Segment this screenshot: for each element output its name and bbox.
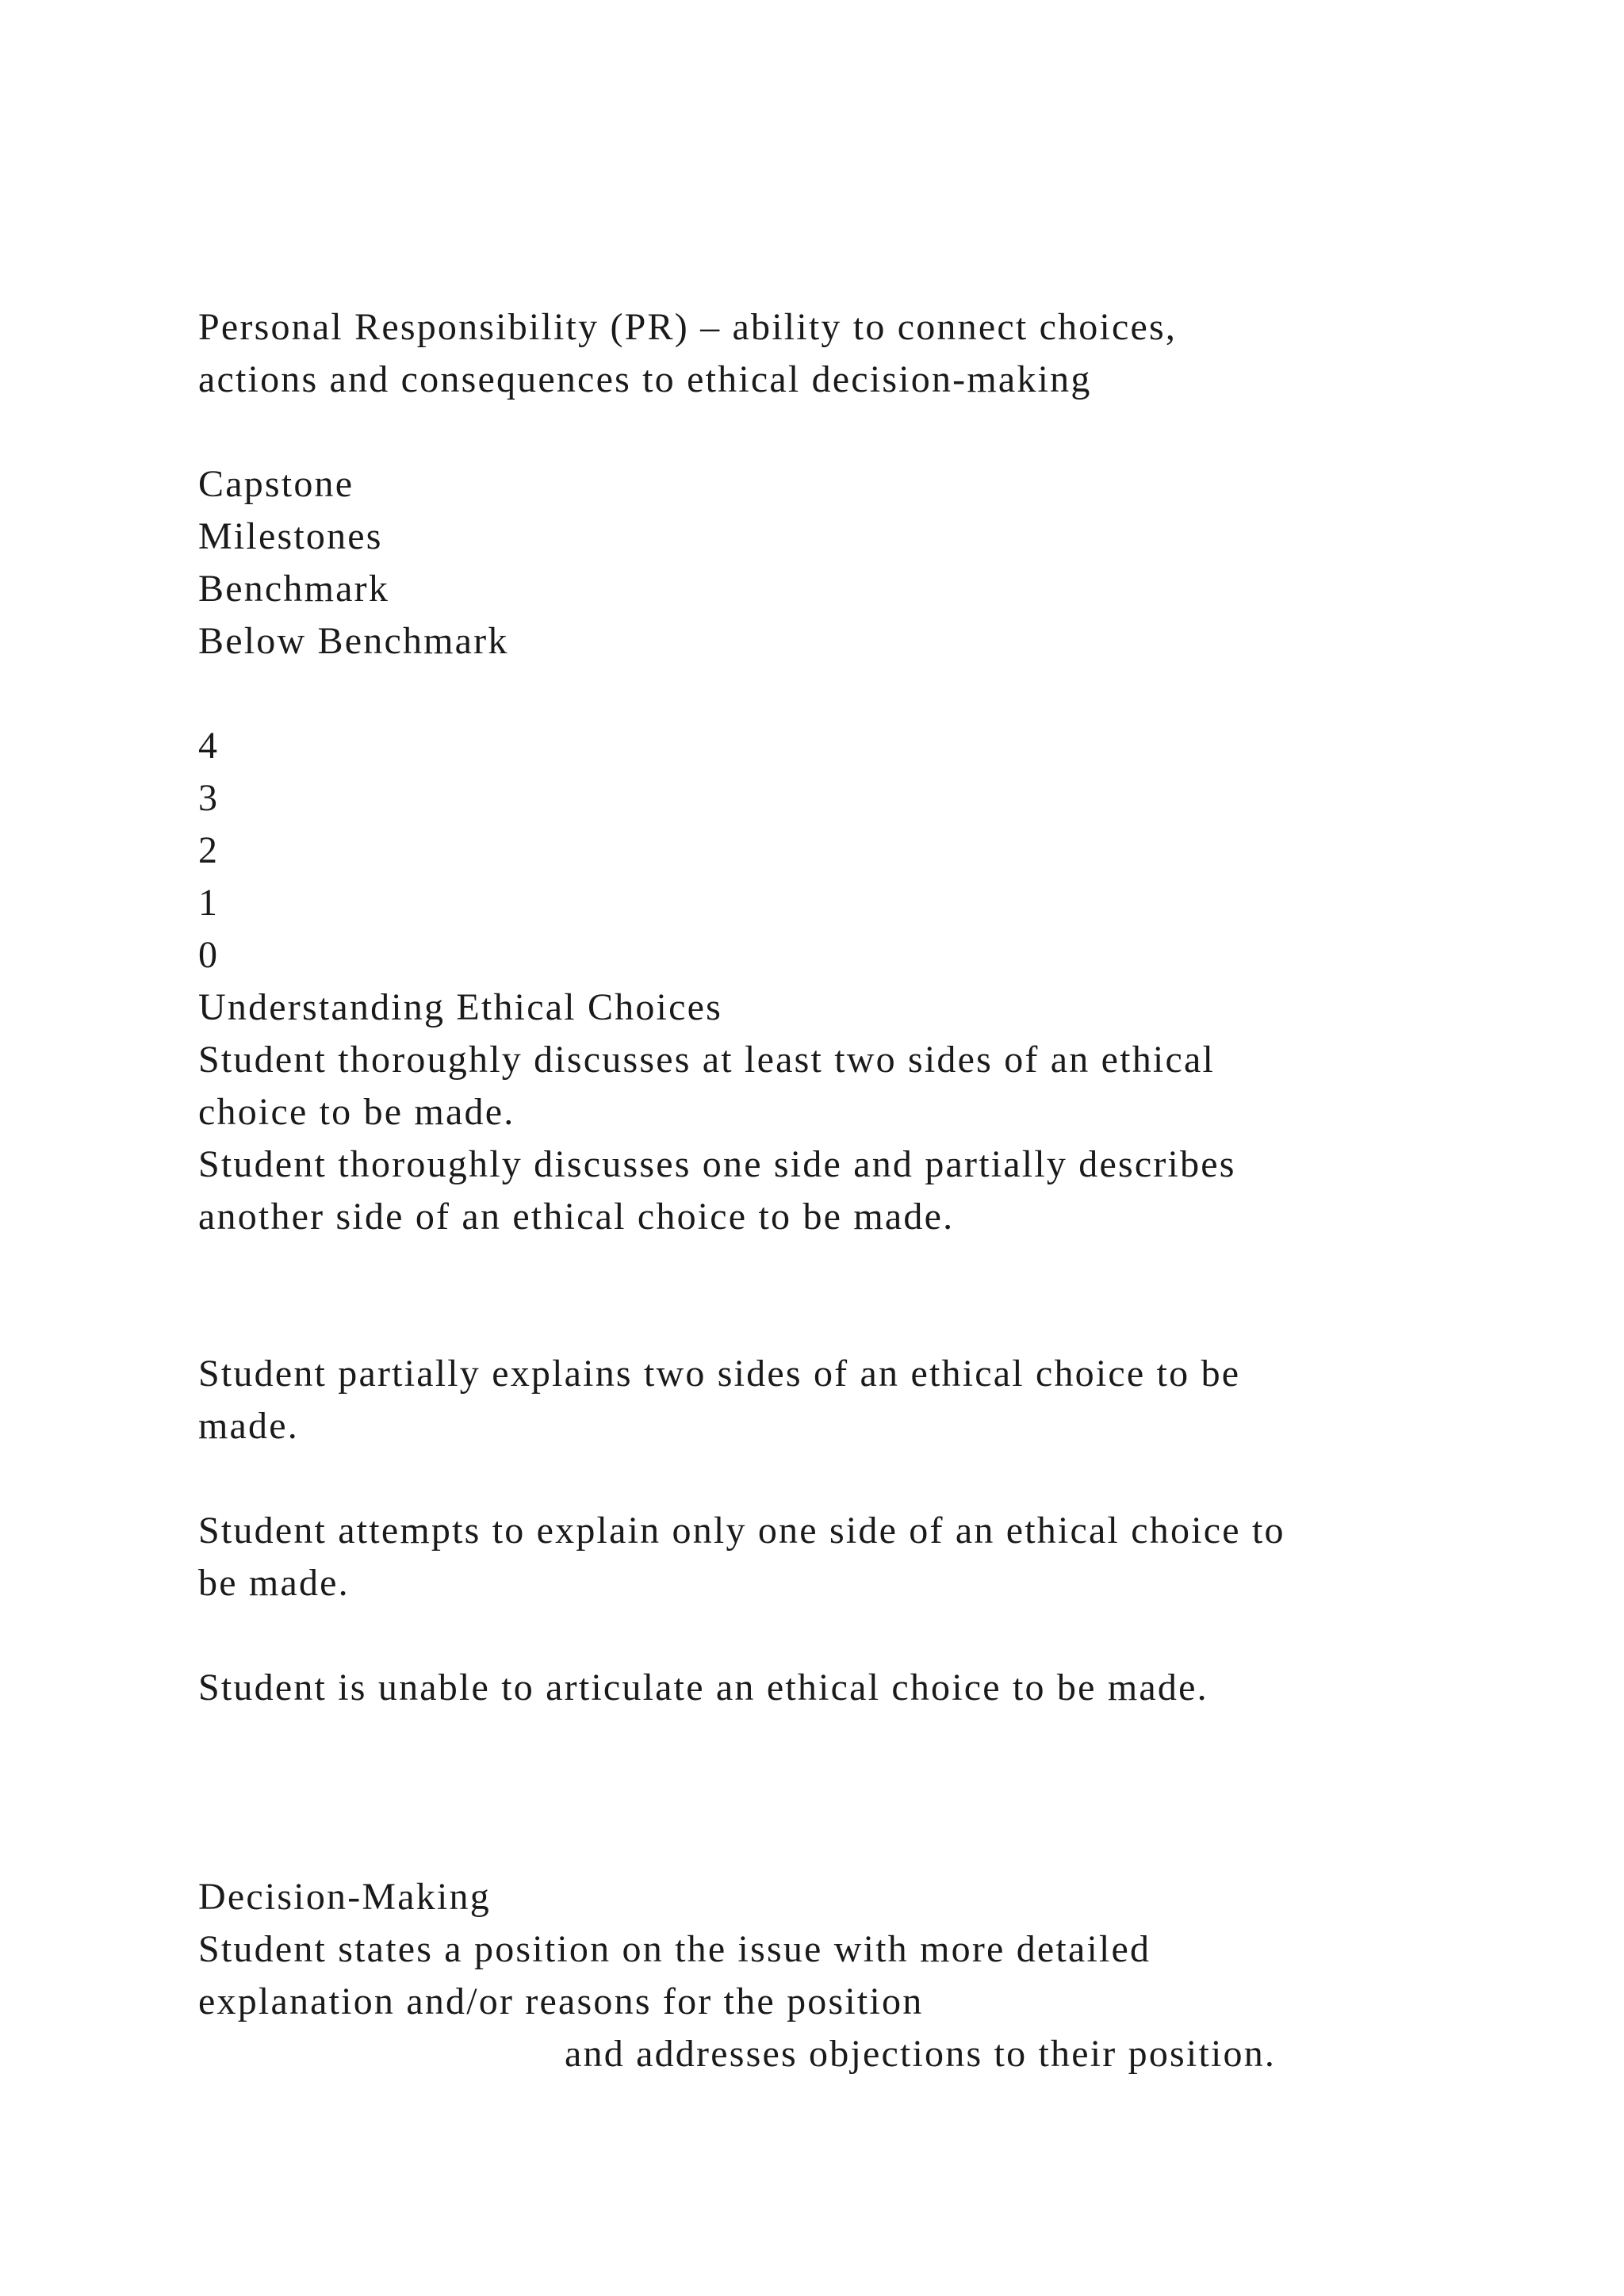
descriptor-milestone-3-line-1: Student thoroughly discusses one side and partially describes: [198, 1143, 1236, 1185]
score-2: 2: [198, 829, 220, 871]
criterion-title-understanding-ethical-choices: Understanding Ethical Choices: [198, 986, 722, 1028]
descriptor-capstone-line-1: Student thoroughly discusses at least two sides of an ethical: [198, 1039, 1216, 1081]
descriptor-capstone-line-2: choice to be made.: [198, 1091, 515, 1133]
decision-capstone-line-2: explanation and/or reasons for the position: [198, 1980, 924, 2022]
decision-capstone-line-3: and addresses objections to their position.: [565, 2033, 1277, 2075]
level-below-benchmark: Below Benchmark: [198, 620, 509, 662]
decision-capstone-line-1: Student states a position on the issue with more detailed: [198, 1928, 1151, 1970]
criterion-title-decision-making: Decision-Making: [198, 1876, 491, 1918]
level-benchmark: Benchmark: [198, 568, 390, 610]
rubric-title-line-1: Personal Responsibility (PR) – ability to connect choices,: [198, 306, 1178, 348]
descriptor-below-benchmark-line-1: Student is unable to articulate an ethical choice to be made.: [198, 1667, 1208, 1709]
descriptor-benchmark-line-2: be made.: [198, 1562, 350, 1604]
score-4: 4: [198, 725, 220, 767]
rubric-title-line-2: actions and consequences to ethical decision-making: [198, 358, 1092, 400]
level-capstone: Capstone: [198, 463, 354, 505]
descriptor-milestone-3-line-2: another side of an ethical choice to be made.: [198, 1196, 955, 1238]
descriptor-benchmark-line-1: Student attempts to explain only one side of an ethical choice to: [198, 1510, 1285, 1552]
score-0: 0: [198, 934, 220, 976]
descriptor-milestone-2-line-1: Student partially explains two sides of an ethical choice to be: [198, 1353, 1241, 1395]
level-milestones: Milestones: [198, 515, 383, 557]
score-3: 3: [198, 777, 220, 819]
descriptor-milestone-2-line-2: made.: [198, 1405, 299, 1447]
score-1: 1: [198, 882, 220, 924]
